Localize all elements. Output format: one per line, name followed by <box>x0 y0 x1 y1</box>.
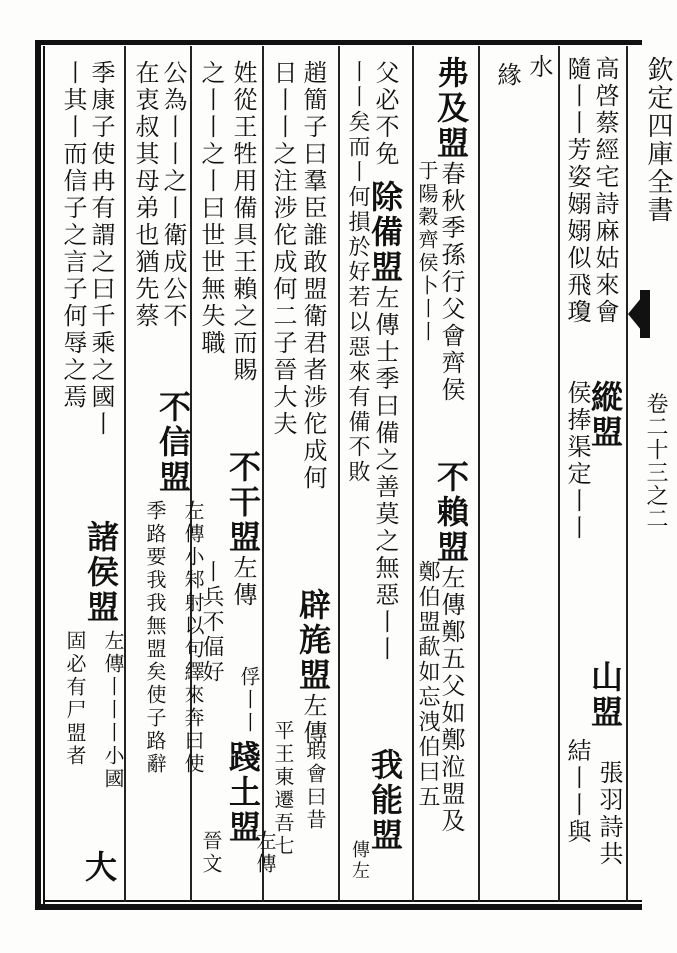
column-text: 張羽詩共 <box>595 760 623 868</box>
column-text: 俘丨丨 <box>237 666 261 735</box>
text-column <box>178 500 208 776</box>
text-column <box>562 380 592 542</box>
column-text: 結丨丨與 <box>563 738 591 846</box>
entry-heading: 不信盟 <box>154 390 192 495</box>
column-text: 左傳鄭五父如鄭涖盟及 <box>437 565 465 835</box>
text-column <box>492 62 522 89</box>
text-column <box>196 830 226 876</box>
column-text: 左傳 <box>253 830 277 876</box>
text-column <box>366 180 404 663</box>
entry-heading: 不賴盟 <box>432 460 470 565</box>
text-column <box>366 748 404 853</box>
column-text: 季路要我我無盟矣使子路辭 <box>143 500 167 776</box>
frame-bottom-border <box>38 904 642 910</box>
column-text: 侯捧渠定丨丨 <box>563 380 591 542</box>
entry-heading: 不干盟 <box>224 450 262 555</box>
text-column <box>586 660 624 730</box>
column-text: 水 <box>525 54 553 81</box>
text-column <box>60 630 90 768</box>
text-column <box>130 60 160 330</box>
column-rule <box>558 46 560 902</box>
entry-heading: 辟旄盟 <box>294 588 332 693</box>
column-text: 左傳 <box>229 555 257 609</box>
text-column <box>586 380 624 450</box>
column-text: 高啓蔡經宅詩麻姑來會 <box>591 56 619 326</box>
text-column <box>196 60 226 357</box>
column-text: 丨兵不偪好 <box>199 560 224 685</box>
column-text: 傳左 <box>349 840 370 882</box>
text-column <box>412 560 442 810</box>
text-column <box>298 60 328 492</box>
text-column <box>342 60 372 485</box>
text-column <box>228 60 258 384</box>
column-rule <box>338 46 340 902</box>
column-rule <box>262 46 264 902</box>
frame-top-border <box>35 40 642 45</box>
column-text: 姓從王牲用備具王賴之而賜 <box>229 60 257 384</box>
column-rule <box>478 46 480 902</box>
column-text: 于陽穀齊侯卜丨丨 <box>415 160 439 344</box>
text-column <box>294 588 332 747</box>
column-text: 公為丨丨之丨衛成公不 <box>159 60 187 330</box>
column-text: 日丨丨之注涉佗成何二子晉大夫 <box>269 60 297 438</box>
column-text: 隨丨丨芳姿嫋嫋似飛瓊 <box>563 56 591 326</box>
entry-heading: 諸侯盟 <box>82 520 120 625</box>
book-title: 欽定四庫全書 <box>643 56 673 224</box>
text-column <box>412 160 442 344</box>
entry-heading: 山盟 <box>586 660 624 730</box>
frame-left-border <box>35 40 41 910</box>
entry-heading: 大 <box>80 850 118 885</box>
column-text: 趙簡子曰羣臣誰敢盟衛君者涉佗成何 <box>299 60 327 492</box>
entry-heading: 弗及盟 <box>432 56 470 161</box>
volume-label: 卷二十三之二 <box>643 392 668 530</box>
column-text: 固必有尸盟者 <box>63 630 87 768</box>
column-text: 左傳丨丨丨小國 <box>101 630 125 791</box>
frame-bottom-inner-border <box>43 900 642 902</box>
text-column <box>562 56 592 326</box>
text-column <box>80 850 118 885</box>
text-column <box>98 630 128 791</box>
text-column <box>58 60 88 411</box>
entry-heading: 縱盟 <box>586 380 624 450</box>
column-text: 鄭伯盟歃如忘洩伯曰五 <box>415 560 440 810</box>
column-text: 晉文 <box>199 830 223 876</box>
entry-heading: 除備盟 <box>366 180 404 285</box>
text-column <box>344 840 374 882</box>
text-column <box>594 760 624 868</box>
column-text: 平王東遷吾七 <box>271 720 295 858</box>
column-text: 左傳 <box>299 693 327 747</box>
entry-heading: 踐土盟 <box>224 740 262 845</box>
text-column <box>82 520 120 625</box>
column-text: 左傳士季曰備之善莫之無惡丨丨 <box>371 285 399 663</box>
entry-heading: 我能盟 <box>366 748 404 853</box>
column-text: 丨其丨而信子之言子何辱之焉 <box>59 60 87 411</box>
column-text: 丨丨矣而丨何損於好若以惡來有備不敗 <box>345 60 370 485</box>
text-column <box>370 60 400 168</box>
text-column <box>224 450 262 609</box>
text-column <box>524 54 554 81</box>
frame-left-inner-border <box>43 46 45 904</box>
column-text: 春秋季孫行父會齊侯 <box>437 161 465 404</box>
text-column <box>140 500 170 776</box>
column-text: 季康子使冉有謂之曰千乘之國丨 <box>87 60 115 438</box>
fishtail-arrow <box>628 292 646 336</box>
text-column <box>562 738 592 846</box>
column-text: 之丨丨之丨曰世世無失職 <box>197 60 225 357</box>
text-column <box>86 60 116 438</box>
column-text: 緣 <box>493 62 521 89</box>
text-column <box>154 390 192 495</box>
column-text: 父必不免 <box>371 60 399 168</box>
text-column <box>250 830 280 876</box>
text-column <box>590 56 620 326</box>
column-text: 在衷叔其母弟也猶先蔡 <box>131 60 159 330</box>
column-rule <box>626 46 628 902</box>
column-text: 左傳小邾射以句繹來奔曰使 <box>181 500 205 776</box>
text-column <box>234 666 264 735</box>
text-column <box>268 60 298 438</box>
column-text: 瑕會曰昔 <box>303 740 327 832</box>
text-column <box>158 60 188 330</box>
text-column <box>300 740 330 832</box>
